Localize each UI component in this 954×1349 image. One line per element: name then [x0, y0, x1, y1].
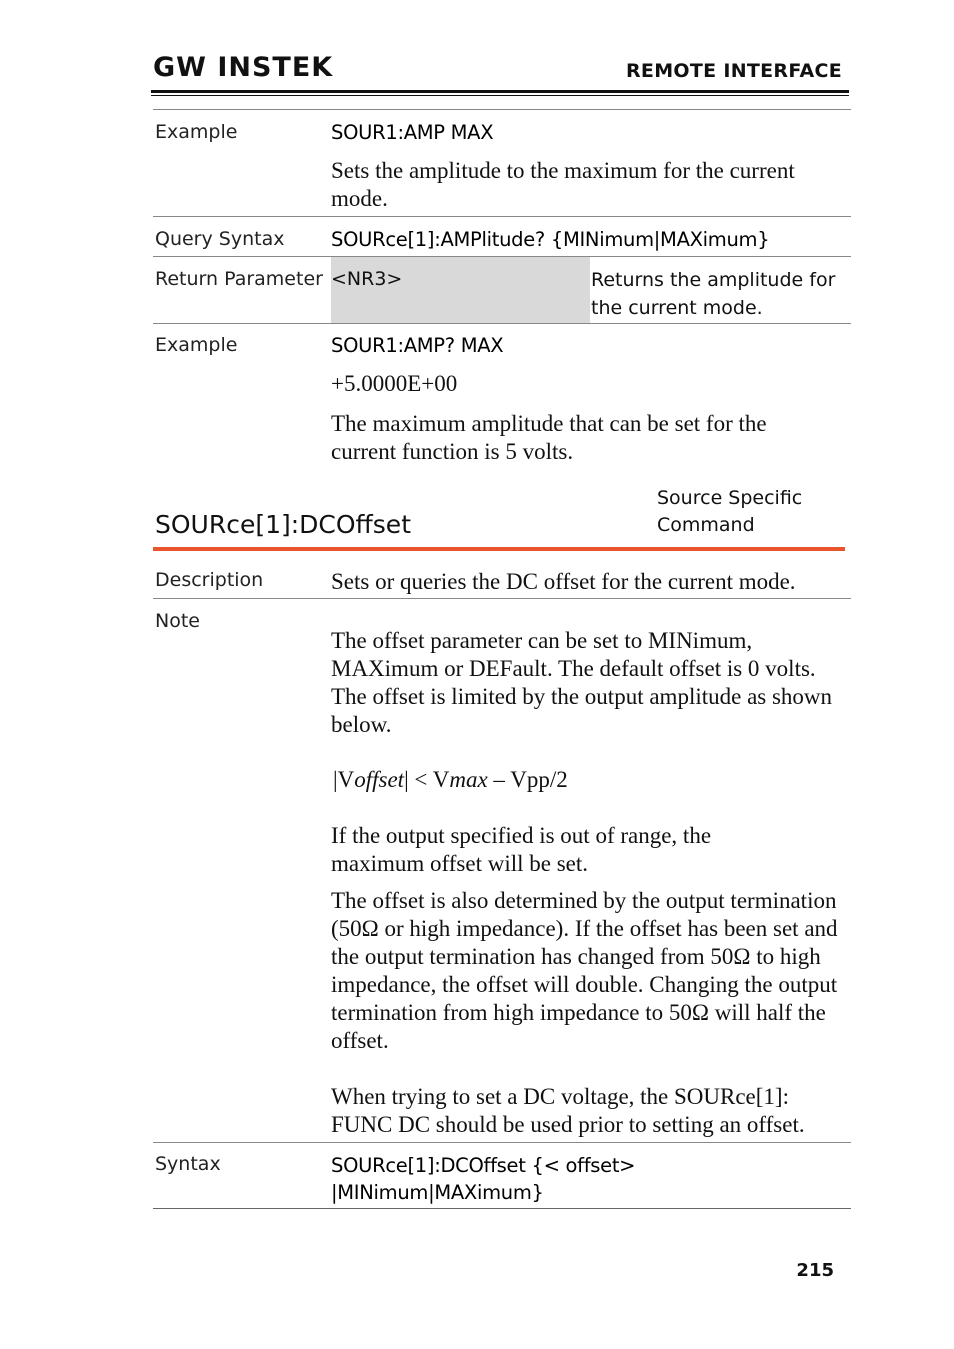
example-result: +5.0000E+00 [331, 371, 458, 396]
offset-formula [333, 766, 568, 794]
row-divider [153, 598, 851, 599]
brand-logo: GW INSTEK [153, 52, 334, 83]
example-description: The maximum amplitude that can be set for the current function is 5 volts. [331, 411, 767, 464]
description-text: Sets or queries the DC offset for the current mode. [331, 569, 796, 594]
section-title: REMOTE INTERFACE [626, 60, 842, 82]
header-rule-thick [151, 90, 849, 93]
syntax-label: Syntax [155, 1153, 221, 1175]
header-rule-thin [151, 95, 849, 96]
return-description: Returns the amplitude for the current mode. [591, 269, 836, 319]
page-number: 215 [796, 1260, 834, 1281]
formula-max: max [449, 767, 488, 792]
command-type-line1: Source Specific [657, 487, 803, 509]
table-bottom-rule [153, 1208, 851, 1209]
command-heading: SOURce[1]:DCOffset [155, 510, 411, 539]
formula-part: |V [333, 767, 355, 792]
formula-offset: offset [354, 767, 405, 792]
syntax-command-line1: SOURce[1]:DCOffset {< offset> [331, 1154, 636, 1177]
return-value: <NR3> [331, 268, 403, 290]
formula-part: | [404, 767, 409, 792]
return-value-cell [331, 257, 590, 323]
example-command: SOUR1:AMP MAX [331, 121, 494, 144]
formula-part: < V [408, 767, 450, 792]
description-label: Description [155, 569, 264, 591]
example-command: SOUR1:AMP? MAX [331, 334, 504, 357]
row-divider [153, 1142, 851, 1143]
formula-part: – Vpp/2 [487, 767, 568, 792]
table-top-rule [153, 109, 851, 110]
command-type-line2: Command [657, 514, 755, 536]
note-paragraph: When trying to set a DC voltage, the SOURce[1]: FUNC DC should be used prior to setting an offset. [331, 1084, 805, 1137]
heading-accent-rule [153, 547, 845, 551]
query-syntax-command: SOURce[1]:AMPlitude? {MINimum|MAXimum} [331, 228, 770, 251]
return-parameter-label: Return Parameter [155, 268, 323, 290]
example-description: Sets the amplitude to the maximum for the current mode. [331, 158, 795, 211]
row-divider [153, 323, 851, 324]
row-divider [153, 216, 851, 217]
example-label: Example [155, 334, 238, 356]
note-label: Note [155, 610, 200, 632]
query-syntax-label: Query Syntax [155, 228, 285, 250]
note-paragraph: The offset is also determined by the output termination (50Ω or high impedance). If the offset has been set and the output termination has changed from 50Ω to high impedance, the offset will double. Changing the output termination from high impedance to 50Ω will half the offset. [331, 888, 838, 1053]
syntax-command-line2: |MINimum|MAXimum} [331, 1181, 544, 1204]
note-paragraph: The offset parameter can be set to MINimum, MAXimum or DEFault. The default offset is 0 volts. The offset is limited by the output amplitude as shown below. [331, 628, 833, 737]
note-paragraph: If the output specified is out of range, the maximum offset will be set. [331, 823, 712, 876]
example-label: Example [155, 121, 238, 143]
